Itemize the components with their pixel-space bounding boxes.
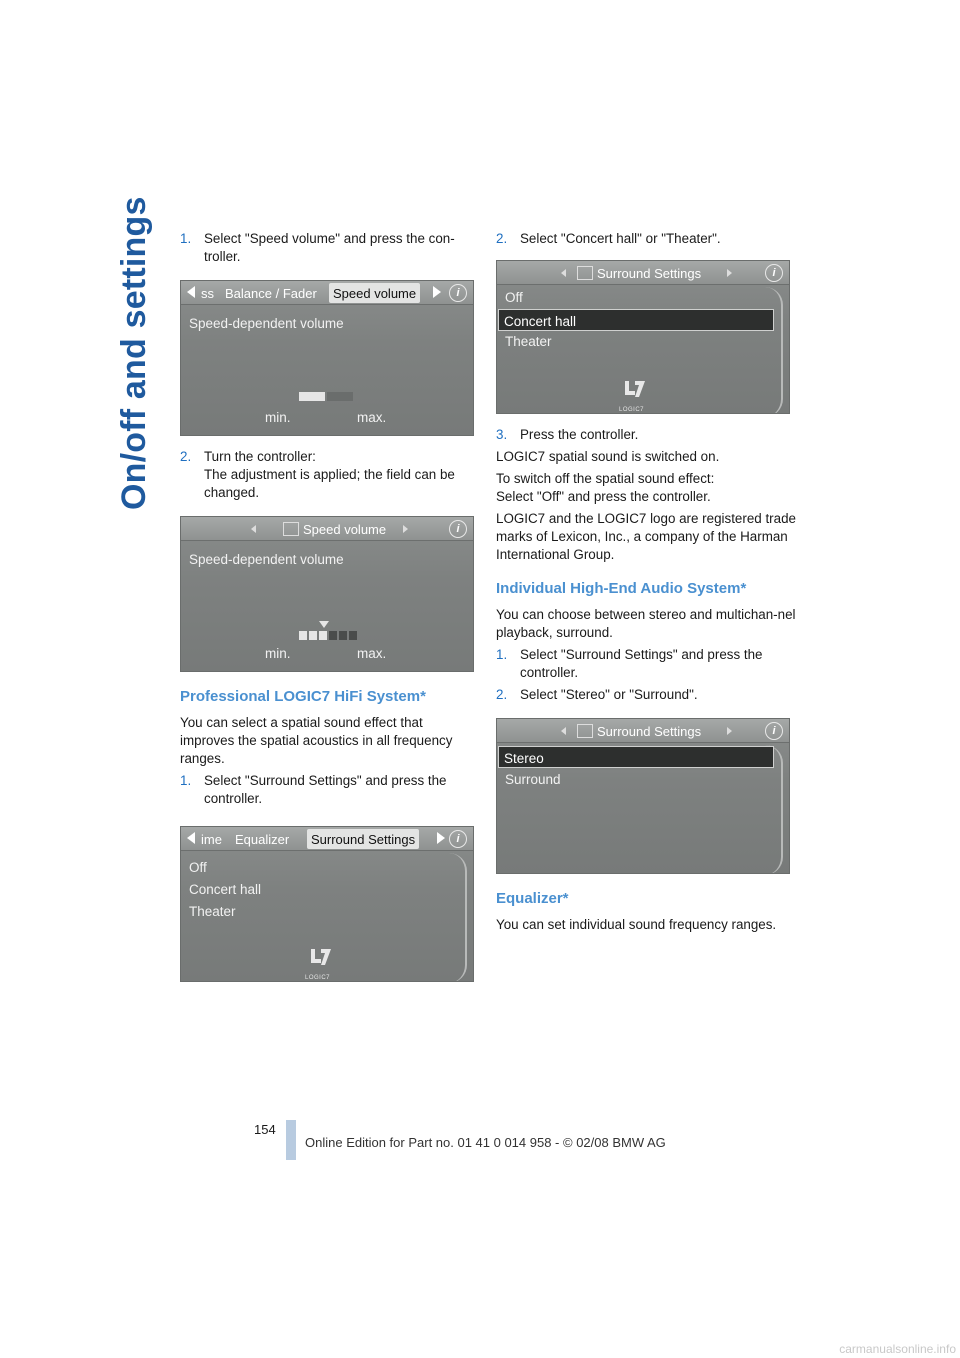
screen-title: Surround Settings [597,724,702,739]
page-number: 154 [254,1122,276,1137]
arrow-left-icon [251,525,256,533]
info-icon: i [449,520,467,538]
screen-surround-tab [180,826,474,982]
volume-level-bar [299,392,353,401]
info-icon: i [765,722,783,740]
right-step-3 [496,646,796,682]
menu-item-off: Off [189,860,207,875]
paragraph: You can select a spatial sound effect that improves the spatial acoustics in all frequency ranges. [180,715,453,766]
logic7-logo-icon [623,379,647,399]
screen-title: Speed volume [303,522,387,537]
step-number: 3. [496,427,508,442]
arrow-left-icon [561,727,566,735]
right-column [496,230,796,938]
pointer-icon [319,621,329,628]
screen-speed-volume-tab [180,280,474,436]
screen-label: Speed-dependent volume [189,552,344,567]
side-title-text: On/off and settings [115,196,153,510]
volume-level-bar [299,631,357,640]
max-label: max. [357,646,387,661]
left-step-3 [180,772,475,808]
step-text-a: Turn the controller: [204,449,316,464]
info-icon: i [765,264,783,282]
paragraph: LOGIC7 spatial sound is switched on. [496,449,720,464]
step-text: Select "Stereo" or "Surround". [520,687,698,702]
arrow-right-icon [727,269,732,277]
step-text: Select "Speed volume" and press the con-troller. [204,231,455,264]
step-text: Select "Surround Settings" and press the controller. [520,647,763,680]
footer-accent-bar [286,1120,296,1160]
paragraph-line-b: Select "Off" and press the controller. [496,489,711,504]
side-title [112,196,156,510]
screen-topbar [181,517,473,541]
scroll-arc [449,853,467,982]
tab-equalizer: Equalizer [235,832,290,847]
paragraph: You can choose between stereo and multichan-nel playback, surround. [496,607,796,640]
tab-balance-fader: Balance / Fader [225,286,317,301]
step-text: Select "Concert hall" or "Theater". [520,231,721,246]
info-icon: i [449,284,467,302]
heading-logic7: Professional LOGIC7 HiFi System* [180,688,426,705]
menu-item-concert-hall-highlighted: Concert hall [498,309,774,331]
step-number: 1. [496,647,508,662]
menu-item-surround: Surround [505,772,561,787]
step-text [204,448,475,502]
right-step-1 [496,230,796,248]
step-number: 2. [496,231,508,246]
logic7-label: LOGIC7 [305,975,331,981]
screen-topbar [497,261,789,285]
arrow-right-icon [727,727,732,735]
paragraph: You can set individual sound frequency ranges. [496,917,777,932]
left-step-1 [180,230,475,266]
paragraph [496,470,796,506]
info-icon: i [449,830,467,848]
heading-equalizer: Equalizer* [496,890,569,907]
speaker-icon [283,522,299,536]
arrow-left-icon [187,832,195,844]
left-step-2 [180,448,475,502]
speaker-icon [577,266,593,280]
arrow-left-icon [187,286,195,298]
heading-high-end-audio: Individual High-End Audio System* [496,580,747,597]
screen-topbar [181,827,473,851]
watermark: carmanualsonline.info [839,1342,956,1356]
arrow-right-icon [403,525,408,533]
step-text: Select "Surround Settings" and press the controller. [204,773,447,806]
screen-surround-settings [496,260,790,414]
edition-text: Online Edition for Part no. 01 41 0 014 958 - © 02/08 BMW AG [305,1135,666,1150]
max-label: max. [357,410,387,425]
right-step-2 [496,426,796,444]
paragraph-line-a: To switch off the spatial sound effect: [496,471,715,486]
scroll-arc [765,287,783,414]
screen-topbar [497,719,789,743]
screen-surround-stereo [496,718,790,874]
menu-item-theater: Theater [189,904,236,919]
min-label: min. [265,646,291,661]
menu-item-theater: Theater [505,334,552,349]
tab-surround-settings-selected: Surround Settings [307,829,419,849]
menu-item-off: Off [505,290,523,305]
step-number: 1. [180,231,192,246]
tab-prev: ime [201,832,222,847]
speaker-icon [577,724,593,738]
step-number: 1. [180,773,192,788]
logic7-logo-icon [309,947,333,967]
tab-prev: ss [201,286,214,301]
menu-item-concert-hall: Concert hall [189,882,262,897]
step-number: 2. [496,687,508,702]
menu-item-stereo-highlighted: Stereo [498,746,774,768]
screen-topbar [181,281,473,305]
step-text-b: The adjustment is applied; the field can be changed. [204,467,455,500]
left-column [180,230,475,994]
right-step-4 [496,686,796,704]
paragraph: LOGIC7 and the LOGIC7 logo are registered trade marks of Lexicon, Inc., a company of the Harman International Group. [496,511,796,562]
arrow-right-icon [437,832,445,844]
step-number: 2. [180,449,192,464]
tab-speed-volume-selected: Speed volume [329,283,420,303]
arrow-left-icon [561,269,566,277]
step-text: Press the controller. [520,427,639,442]
min-label: min. [265,410,291,425]
arrow-right-icon [433,286,441,298]
screen-label: Speed-dependent volume [189,316,344,331]
logic7-label: LOGIC7 [619,407,645,413]
screen-speed-volume-adjust [180,516,474,672]
screen-title: Surround Settings [597,266,702,281]
